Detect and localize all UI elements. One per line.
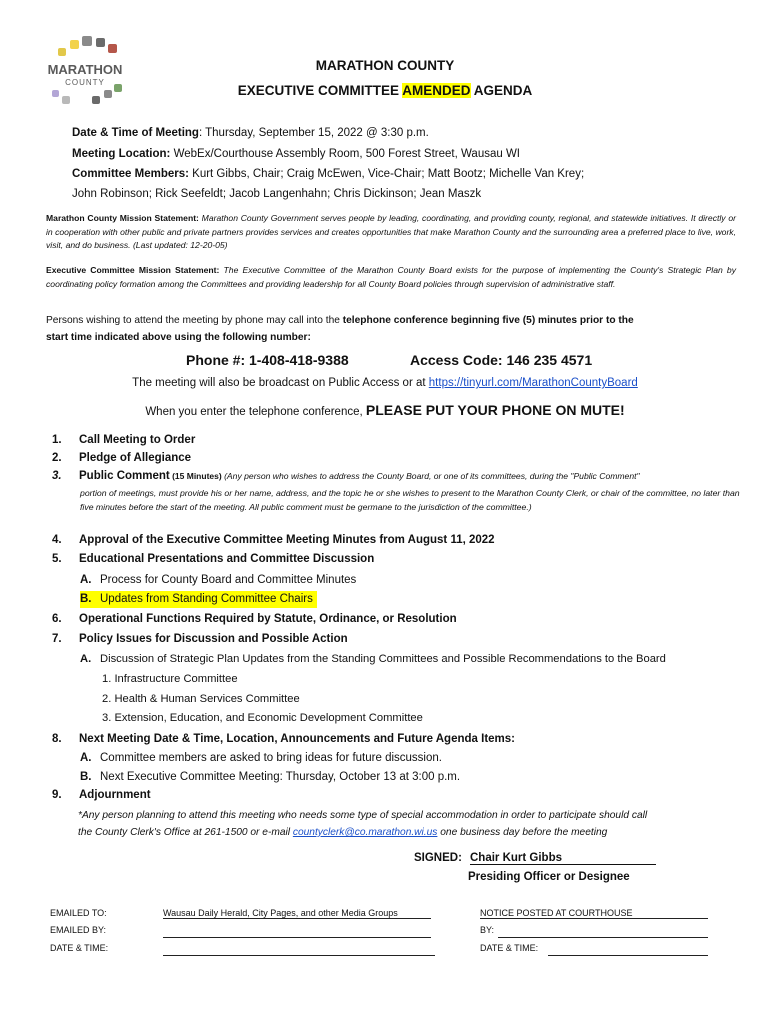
emailed-by-line bbox=[163, 937, 431, 938]
public-comment-note: portion of meetings, must provide his or her name, address, and the topic he or she wishes to present to the Marathon County Clerk, or chair of the committee, no later than five minutes before the start of the meeting. All public comment must be germane to the jurisdiction of the committee.) bbox=[80, 488, 740, 512]
broadcast-link[interactable]: https://tinyurl.com/MarathonCountyBoard bbox=[428, 377, 638, 389]
county-mission-text: Marathon County Government serves people by leading, coordinating, and providing county, regional, and statewide initiatives. It directly or in cooperation with other public and private partners provides services and creates opportunities that make Marathon County and the surrounding area a preferred place to live, work, visit, and do business. (Last updated: 12-20-05) bbox=[46, 213, 736, 250]
county-mission-statement bbox=[46, 212, 736, 253]
logo-text-marathon: MARATHON bbox=[47, 62, 123, 77]
agenda-item-7a1: 1. Infrastructure Committee bbox=[102, 673, 238, 685]
agenda-text: Call Meeting to Order bbox=[79, 434, 196, 446]
by-line bbox=[498, 937, 708, 938]
agenda-num: 7. bbox=[52, 633, 62, 645]
date-time-label: DATE & TIME: bbox=[50, 943, 109, 953]
agenda-letter: A. bbox=[80, 574, 92, 586]
mute-instruction bbox=[0, 402, 770, 418]
agenda-num: 6. bbox=[52, 613, 62, 625]
agenda-item-7a bbox=[80, 651, 666, 668]
meeting-date bbox=[72, 124, 429, 143]
accommodation-line2-post: one business day before the meeting bbox=[437, 827, 608, 838]
by-label: BY: bbox=[480, 925, 495, 935]
committee-members bbox=[72, 165, 584, 184]
agenda-item-2 bbox=[52, 450, 191, 467]
broadcast-pre: The meeting will also be broadcast on Public Access or at bbox=[132, 377, 429, 389]
signed-label: SIGNED: bbox=[414, 852, 462, 864]
agenda-num: 5. bbox=[52, 553, 62, 565]
date-time2-line bbox=[548, 955, 708, 956]
access-code: Access Code: 146 235 4571 bbox=[410, 352, 593, 368]
accommodation-line2-pre: the County Clerk's Office at 261-1500 or e-mail bbox=[78, 827, 293, 838]
emailed-by-label: EMAILED BY: bbox=[50, 925, 107, 935]
exec-mission-statement bbox=[46, 264, 736, 291]
agenda-item-6 bbox=[52, 611, 457, 628]
agenda-item-5a bbox=[80, 572, 356, 589]
phone-intro-line2: start time indicated above using the following number: bbox=[46, 332, 311, 343]
signed-name: Chair Kurt Gibbs bbox=[470, 852, 656, 865]
agenda-letter: B. bbox=[80, 593, 92, 605]
agenda-text: Next Executive Committee Meeting: Thursday, October 13 at 3:00 p.m. bbox=[100, 771, 461, 783]
exec-mission-text: The Executive Committee of the Marathon County Board exists for the purpose of implementing the County's Strategic Plan by coordinating policy formation among the Committees and providing leadership for all County Board policies through supervision of administrative staff. bbox=[46, 265, 736, 289]
agenda-item-8b bbox=[80, 769, 460, 786]
agenda-num: 9. bbox=[52, 789, 62, 801]
agenda-item-7a3: 3. Extension, Education, and Economic Development Committee bbox=[102, 712, 423, 724]
page-title-line2 bbox=[0, 83, 770, 98]
accommodation-note bbox=[78, 807, 738, 841]
county-mission-label: Marathon County Mission Statement: bbox=[46, 213, 199, 223]
exec-mission-label: Executive Committee Mission Statement: bbox=[46, 265, 220, 275]
title-post: AGENDA bbox=[470, 83, 533, 98]
phone-intro-bold: telephone conference beginning five (5) minutes prior to the bbox=[342, 315, 634, 326]
public-comment-minutes: (15 Minutes) bbox=[169, 471, 222, 481]
agenda-num: 2. bbox=[52, 452, 62, 464]
agenda-text: Next Meeting Date & Time, Location, Announcements and Future Agenda Items: bbox=[79, 733, 515, 745]
date-time-line bbox=[163, 955, 435, 956]
mute-bold: PLEASE PUT YOUR PHONE ON MUTE! bbox=[365, 402, 625, 418]
meeting-location bbox=[72, 145, 520, 164]
agenda-num: 3. bbox=[52, 470, 62, 482]
agenda-item-7a2: 2. Health & Human Services Committee bbox=[102, 693, 300, 705]
agenda-num: 8. bbox=[52, 733, 62, 745]
public-comment-note-line1: (Any person who wishes to address the County Board, or one of its committees, during the "Public Comment" bbox=[221, 471, 640, 481]
agenda-text: Discussion of Strategic Plan Updates from the Standing Committees and Possible Recommendations to the Board bbox=[100, 653, 666, 665]
agenda-item-5 bbox=[52, 551, 374, 568]
committee-members-line2: John Robinson; Rick Seefeldt; Jacob Langenhahn; Chris Dickinson; Jean Maszk bbox=[72, 188, 482, 200]
signed-title: Presiding Officer or Designee bbox=[468, 871, 630, 883]
meeting-date-value: : Thursday, September 15, 2022 @ 3:30 p.m. bbox=[198, 127, 429, 139]
mute-pre: When you enter the telephone conference, bbox=[145, 406, 366, 418]
agenda-text: Pledge of Allegiance bbox=[79, 452, 192, 464]
phone-number: Phone #: 1-408-418-9388 bbox=[186, 352, 349, 368]
agenda-item-3 bbox=[52, 468, 640, 485]
broadcast-info bbox=[0, 377, 770, 389]
emailed-to-label: EMAILED TO: bbox=[50, 908, 107, 918]
committee-members-value: Kurt Gibbs, Chair; Craig McEwen, Vice-Chair; Matt Bootz; Michelle Van Krey; bbox=[188, 168, 585, 180]
committee-members-label: Committee Members: bbox=[72, 168, 189, 180]
logo-text-county: COUNTY bbox=[65, 78, 105, 87]
agenda-item-5b bbox=[80, 591, 317, 608]
page-title-line1: MARATHON COUNTY bbox=[315, 58, 455, 73]
emailed-to-value: Wausau Daily Herald, City Pages, and other Media Groups bbox=[163, 908, 431, 919]
phone-intro-pre: Persons wishing to attend the meeting by phone may call into the bbox=[46, 315, 343, 326]
accommodation-line1: *Any person planning to attend this meeting who needs some type of special accommodation in order to participate should call bbox=[78, 810, 648, 821]
agenda-item-9 bbox=[52, 787, 151, 804]
phone-intro bbox=[46, 312, 634, 346]
meeting-location-value: WebEx/Courthouse Assembly Room, 500 Forest Street, Wausau WI bbox=[170, 148, 521, 160]
agenda-text: Operational Functions Required by Statute, Ordinance, or Resolution bbox=[79, 613, 457, 625]
agenda-text: Process for County Board and Committee Minutes bbox=[100, 574, 357, 586]
title-pre: EXECUTIVE COMMITTEE bbox=[237, 83, 403, 98]
agenda-letter: A. bbox=[80, 653, 92, 665]
notice-posted-label: NOTICE POSTED AT COURTHOUSE bbox=[480, 908, 708, 919]
agenda-text: Committee members are asked to bring ideas for future discussion. bbox=[100, 752, 442, 764]
agenda-text: Approval of the Executive Committee Meeting Minutes from August 11, 2022 bbox=[79, 534, 495, 546]
agenda-text: Public Comment bbox=[79, 470, 170, 482]
agenda-text: Educational Presentations and Committee Discussion bbox=[79, 553, 375, 565]
county-clerk-email-link[interactable]: countyclerk@co.marathon.wi.us bbox=[292, 827, 438, 838]
agenda-letter: B. bbox=[80, 771, 92, 783]
agenda-text: Updates from Standing Committee Chairs bbox=[100, 593, 313, 605]
agenda-item-8 bbox=[52, 731, 515, 748]
agenda-item-4 bbox=[52, 532, 495, 549]
meeting-date-label: Date & Time of Meeting bbox=[72, 127, 199, 139]
agenda-text: Adjournment bbox=[79, 789, 151, 801]
date-time2-label: DATE & TIME: bbox=[480, 943, 539, 953]
agenda-item-7 bbox=[52, 631, 348, 648]
title-amended-highlight: AMENDED bbox=[402, 83, 471, 98]
meeting-location-label: Meeting Location: bbox=[72, 148, 171, 160]
agenda-text: Policy Issues for Discussion and Possible Action bbox=[79, 633, 348, 645]
agenda-letter: A. bbox=[80, 752, 92, 764]
agenda-item-8a bbox=[80, 750, 442, 767]
agenda-num: 1. bbox=[52, 434, 62, 446]
agenda-num: 4. bbox=[52, 534, 62, 546]
agenda-item-1 bbox=[52, 432, 195, 449]
